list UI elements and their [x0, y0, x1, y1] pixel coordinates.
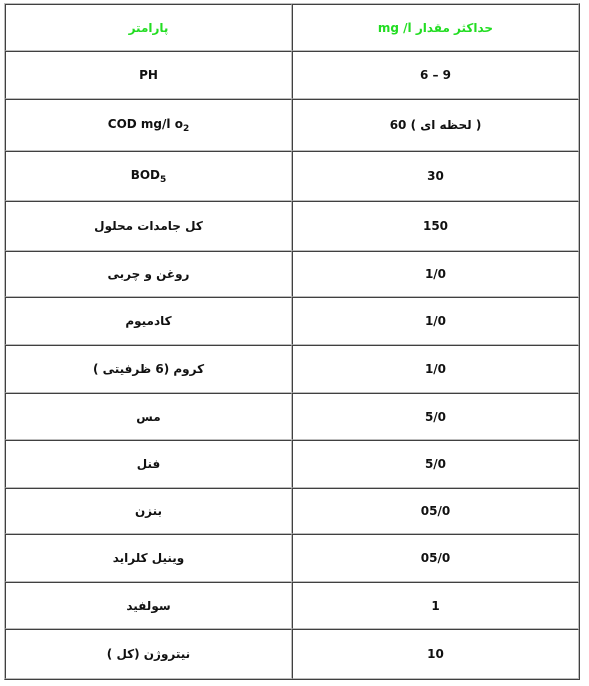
parameter-cell: وینیل کلراید	[5, 534, 292, 582]
table-row	[5, 345, 579, 393]
header-row	[5, 4, 579, 51]
value-cell: 05/0	[292, 488, 579, 534]
table-row	[5, 201, 579, 251]
value-cell: 30	[292, 151, 579, 201]
parameter-subscript: 2	[182, 123, 190, 134]
parameter-cell: مس	[5, 393, 292, 440]
table-row	[5, 151, 579, 201]
parameter-cell: بنزن	[5, 488, 292, 534]
header-max-value: حداکثر مقدار mg /l	[292, 4, 579, 51]
value-cell: 1	[292, 582, 579, 629]
table-row	[5, 488, 579, 534]
value-cell: 05/0	[292, 534, 579, 582]
parameter-cell: PH	[5, 51, 292, 99]
value-cell: 1/0	[292, 345, 579, 393]
value-cell: 1/0	[292, 297, 579, 345]
parameter-cell: کادمیوم	[5, 297, 292, 345]
wastewater-standards-table	[4, 3, 580, 680]
parameter-cell: نیتروژن (کل )	[5, 629, 292, 679]
parameter-cell: سولفید	[5, 582, 292, 629]
table-row	[5, 534, 579, 582]
parameter-main-text: COD mg/l o	[107, 116, 183, 131]
value-cell: 1/0	[292, 251, 579, 297]
value-cell: 6 – 9	[292, 51, 579, 99]
value-cell: ( لحظه ای ) 60	[292, 99, 579, 151]
table-row	[5, 51, 579, 99]
table-row	[5, 297, 579, 345]
table-row	[5, 251, 579, 297]
value-cell: 150	[292, 201, 579, 251]
table-row	[5, 440, 579, 488]
parameter-subscript: 5	[160, 174, 167, 185]
parameter-main-text: BOD	[130, 167, 161, 182]
parameter-cell	[5, 151, 292, 201]
parameter-cell: روغن و چربی	[5, 251, 292, 297]
table-row	[5, 582, 579, 629]
parameter-cell: کروم (6 ظرفیتی )	[5, 345, 292, 393]
value-cell: 5/0	[292, 393, 579, 440]
value-cell: 5/0	[292, 440, 579, 488]
table-row	[5, 99, 579, 151]
table-row	[5, 629, 579, 679]
parameter-cell	[5, 99, 292, 151]
value-cell: 10	[292, 629, 579, 679]
parameter-cell: فنل	[5, 440, 292, 488]
header-parameter: پارامتر	[5, 4, 292, 51]
table-row	[5, 393, 579, 440]
parameter-cell: کل جامدات محلول	[5, 201, 292, 251]
